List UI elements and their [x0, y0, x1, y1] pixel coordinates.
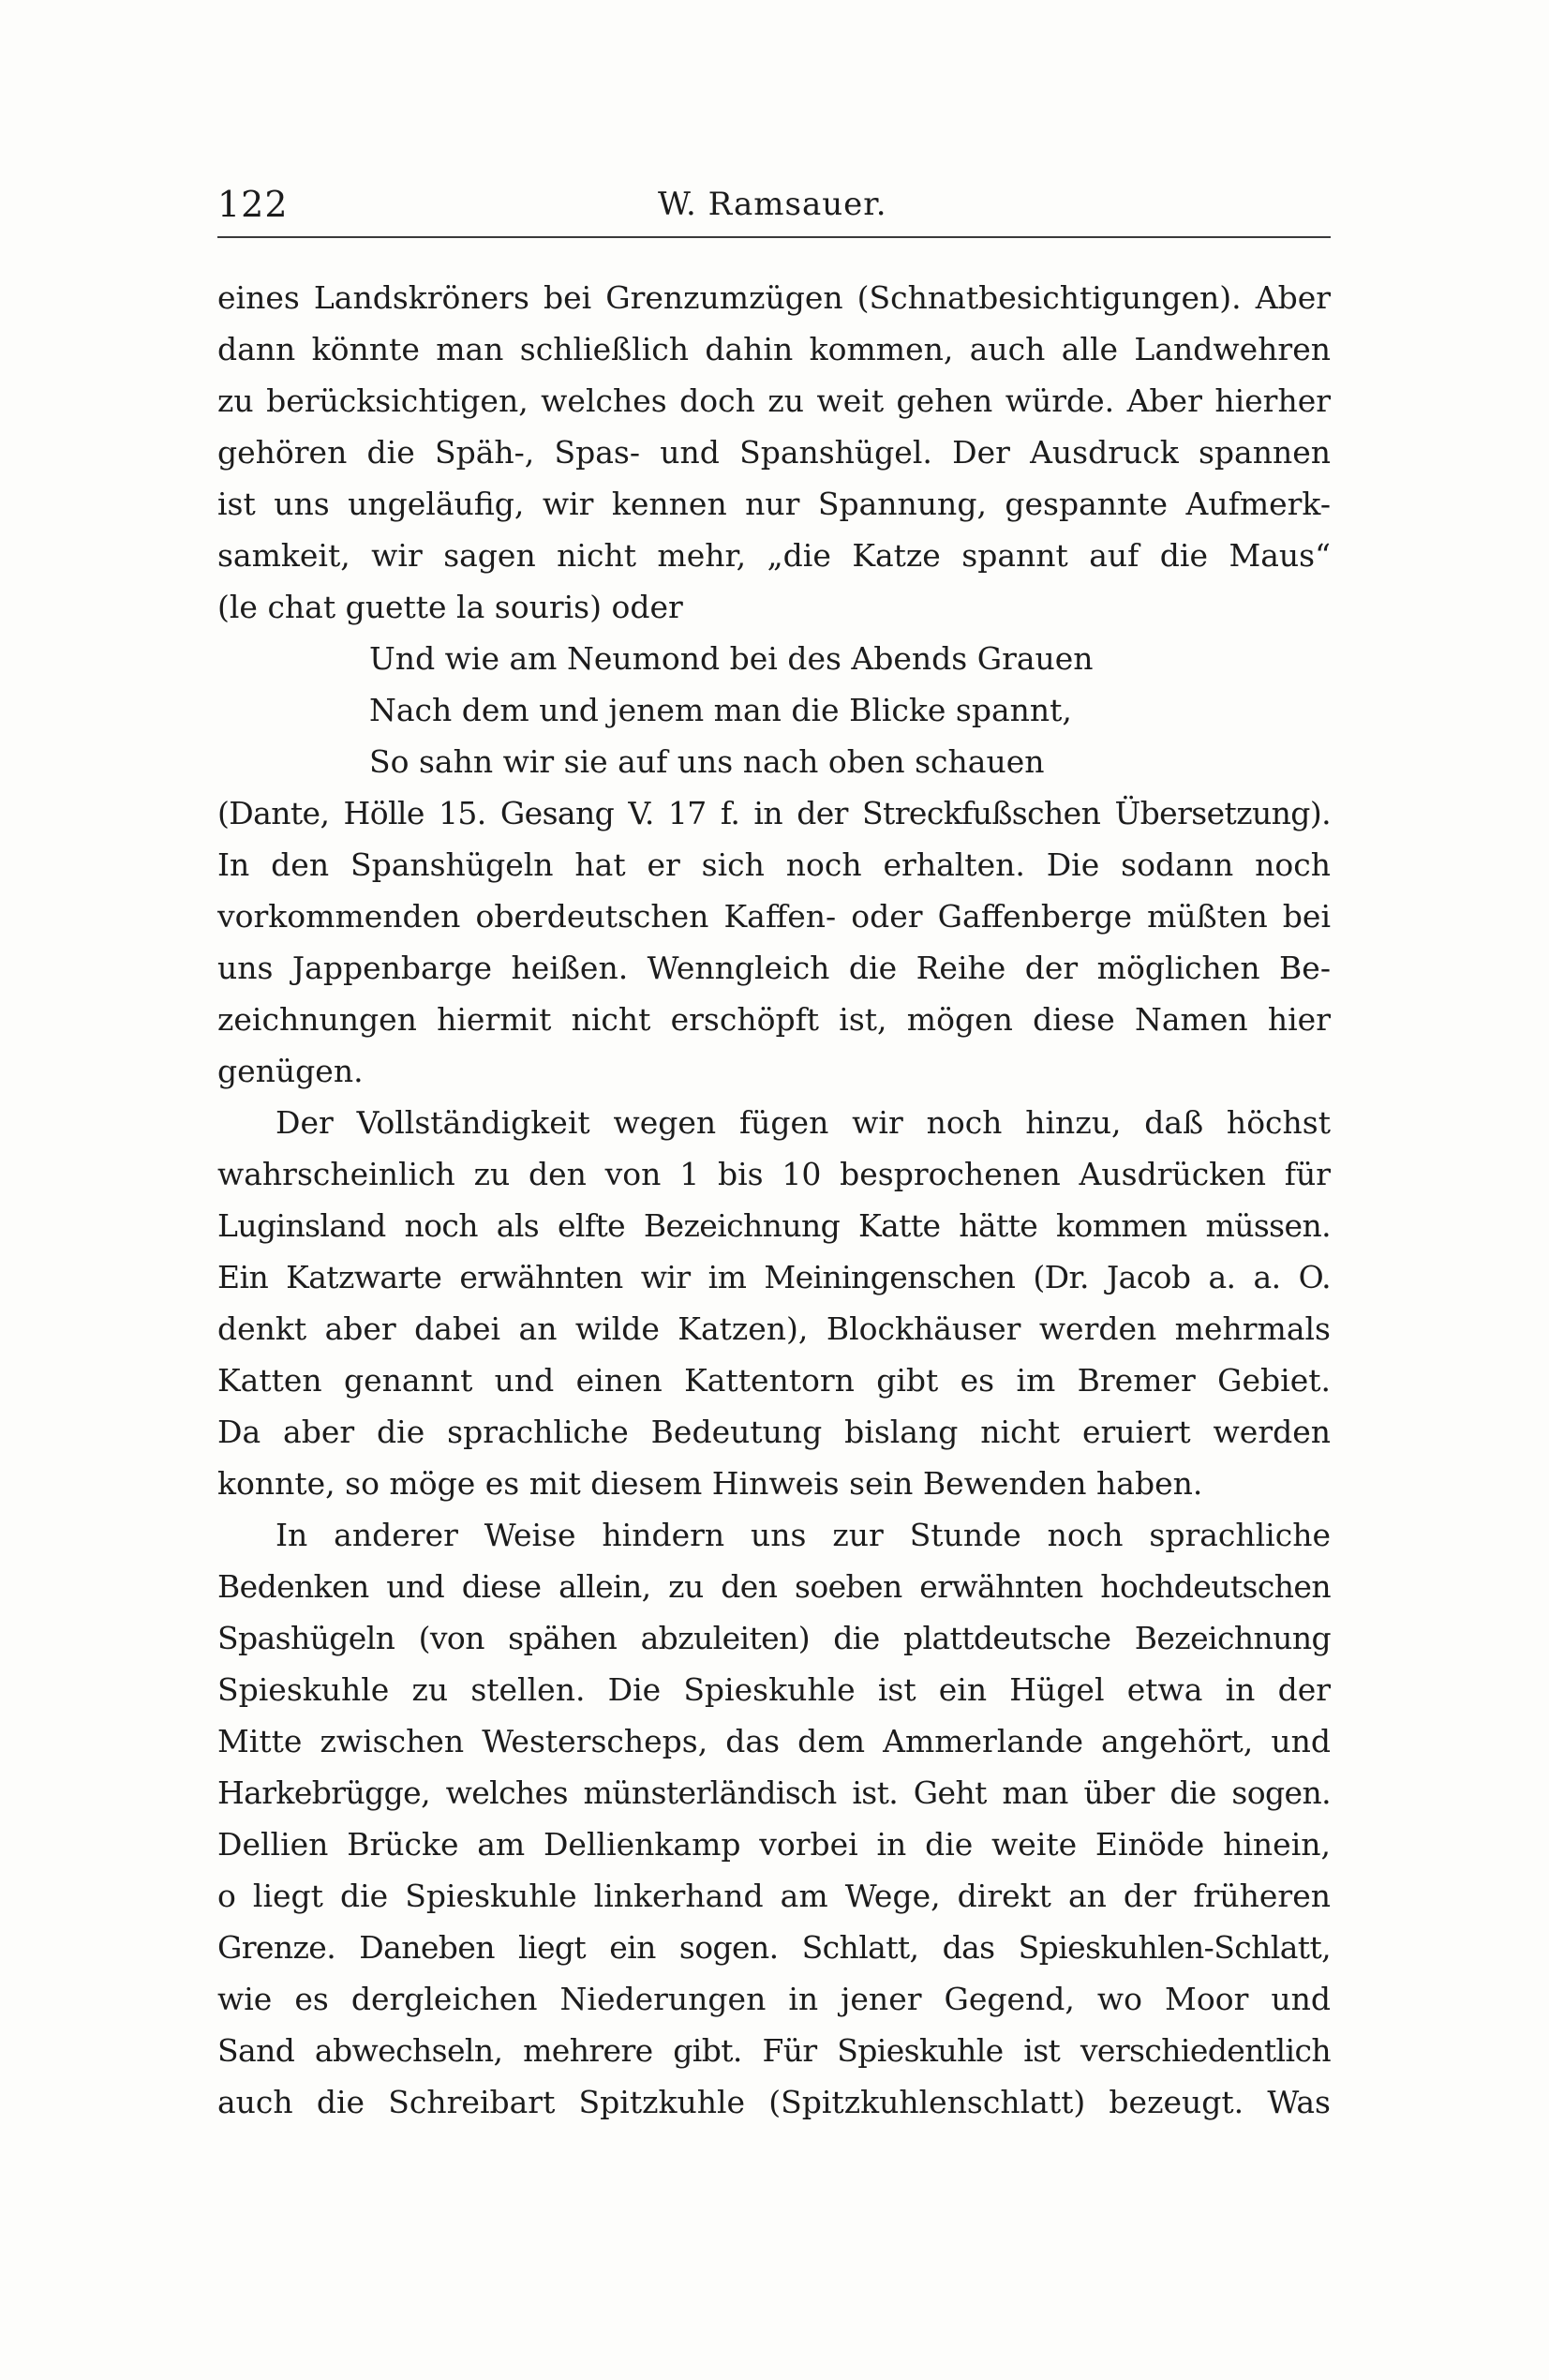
body-text [217, 272, 1331, 2128]
verse-line: Und wie am Neumond bei des Abends Grauen [369, 640, 1094, 677]
text-line: wahrscheinlich zu den von 1 bis 10 besprochenen Ausdrücken für [217, 1156, 1331, 1192]
text-line: dann könnte man schließlich dahin kommen, auch alle Landwehren [217, 331, 1331, 367]
text-line: Sand abwechseln, mehrere gibt. Für Spieskuhle ist verschiedentlich [217, 2032, 1331, 2069]
text-line: denkt aber dabei an wilde Katzen), Blockhäuser werden mehrmals [217, 1310, 1331, 1347]
text-line: zu berücksichtigen, welches doch zu weit gehen würde. Aber hierher [217, 382, 1331, 419]
text-line: Grenze. Daneben liegt ein sogen. Schlatt, das Spieskuhlen-Schlatt, [217, 1929, 1331, 1966]
text-line: Spashügeln (von spähen abzuleiten) die plattdeutsche Bezeichnung [217, 1620, 1331, 1656]
text-line: In den Spanshügeln hat er sich noch erhalten. Die sodann noch [217, 846, 1331, 883]
verse-line: So sahn wir sie auf uns nach oben schauen [369, 743, 1045, 780]
running-head: W. Ramsauer. [658, 186, 887, 223]
text-line: Mitte zwischen Westerscheps, das dem Ammerlande angehört, und [217, 1723, 1331, 1759]
header-rule [217, 236, 1331, 238]
text-line: konnte, so möge es mit diesem Hinweis sein Bewenden haben. [217, 1465, 1203, 1502]
page-header [217, 184, 1331, 236]
text-line: gehören die Späh-, Spas- und Spanshügel. Der Ausdruck spannen [217, 434, 1331, 471]
text-line: Da aber die sprachliche Bedeutung bislang nicht eruiert werden [217, 1414, 1331, 1450]
text-line: ist uns ungeläufig, wir kennen nur Spannung, gespannte Aufmerk- [217, 486, 1331, 522]
text-line: Katten genannt und einen Kattentorn gibt es im Bremer Gebiet. [217, 1362, 1331, 1399]
text-line: (le chat guette la souris) oder [217, 589, 683, 625]
text-line: genügen. [217, 1053, 364, 1089]
text-line: Harkebrügge, welches münsterländisch ist. Geht man über die sogen. [217, 1774, 1331, 1811]
text-line: auch die Schreibart Spitzkuhle (Spitzkuhlenschlatt) bezeugt. Was [217, 2084, 1331, 2120]
text-line: Ein Katzwarte erwähnten wir im Meiningenschen (Dr. Jacob a. a. O. [217, 1259, 1331, 1295]
text-line: (Dante, Hölle 15. Gesang V. 17 f. in der Streckfußschen Übersetzung). [217, 795, 1331, 831]
text-line: uns Jappenbarge heißen. Wenngleich die Reihe der möglichen Be- [217, 950, 1331, 986]
text-line: vorkommenden oberdeutschen Kaffen- oder Gaffenberge müßten bei [217, 898, 1331, 935]
text-line: Spieskuhle zu stellen. Die Spieskuhle ist ein Hügel etwa in der [217, 1671, 1331, 1708]
text-line: wie es dergleichen Niederungen in jener Gegend, wo Moor und [217, 1981, 1331, 2017]
text-line: Der Vollständigkeit wegen fügen wir noch hinzu, daß höchst [276, 1104, 1331, 1141]
text-line: Luginsland noch als elfte Bezeichnung Katte hätte kommen müssen. [217, 1207, 1331, 1244]
text-line: samkeit, wir sagen nicht mehr, „die Katze spannt auf die Maus“ [217, 537, 1331, 574]
text-line: Dellien Brücke am Dellienkamp vorbei in die weite Einöde hinein, [217, 1826, 1331, 1863]
page-number: 122 [217, 184, 289, 225]
text-line: o liegt die Spieskuhle linkerhand am Wege, direkt an der früheren [217, 1878, 1331, 1914]
text-line: In anderer Weise hindern uns zur Stunde noch sprachliche [276, 1517, 1331, 1553]
text-line: Bedenken und diese allein, zu den soeben erwähnten hochdeutschen [217, 1568, 1331, 1605]
verse-line: Nach dem und jenem man die Blicke spannt, [369, 692, 1072, 728]
text-line: zeichnungen hiermit nicht erschöpft ist, mögen diese Namen hier [217, 1001, 1331, 1038]
text-line: eines Landskröners bei Grenzumzügen (Schnatbesichtigungen). Aber [217, 279, 1331, 316]
